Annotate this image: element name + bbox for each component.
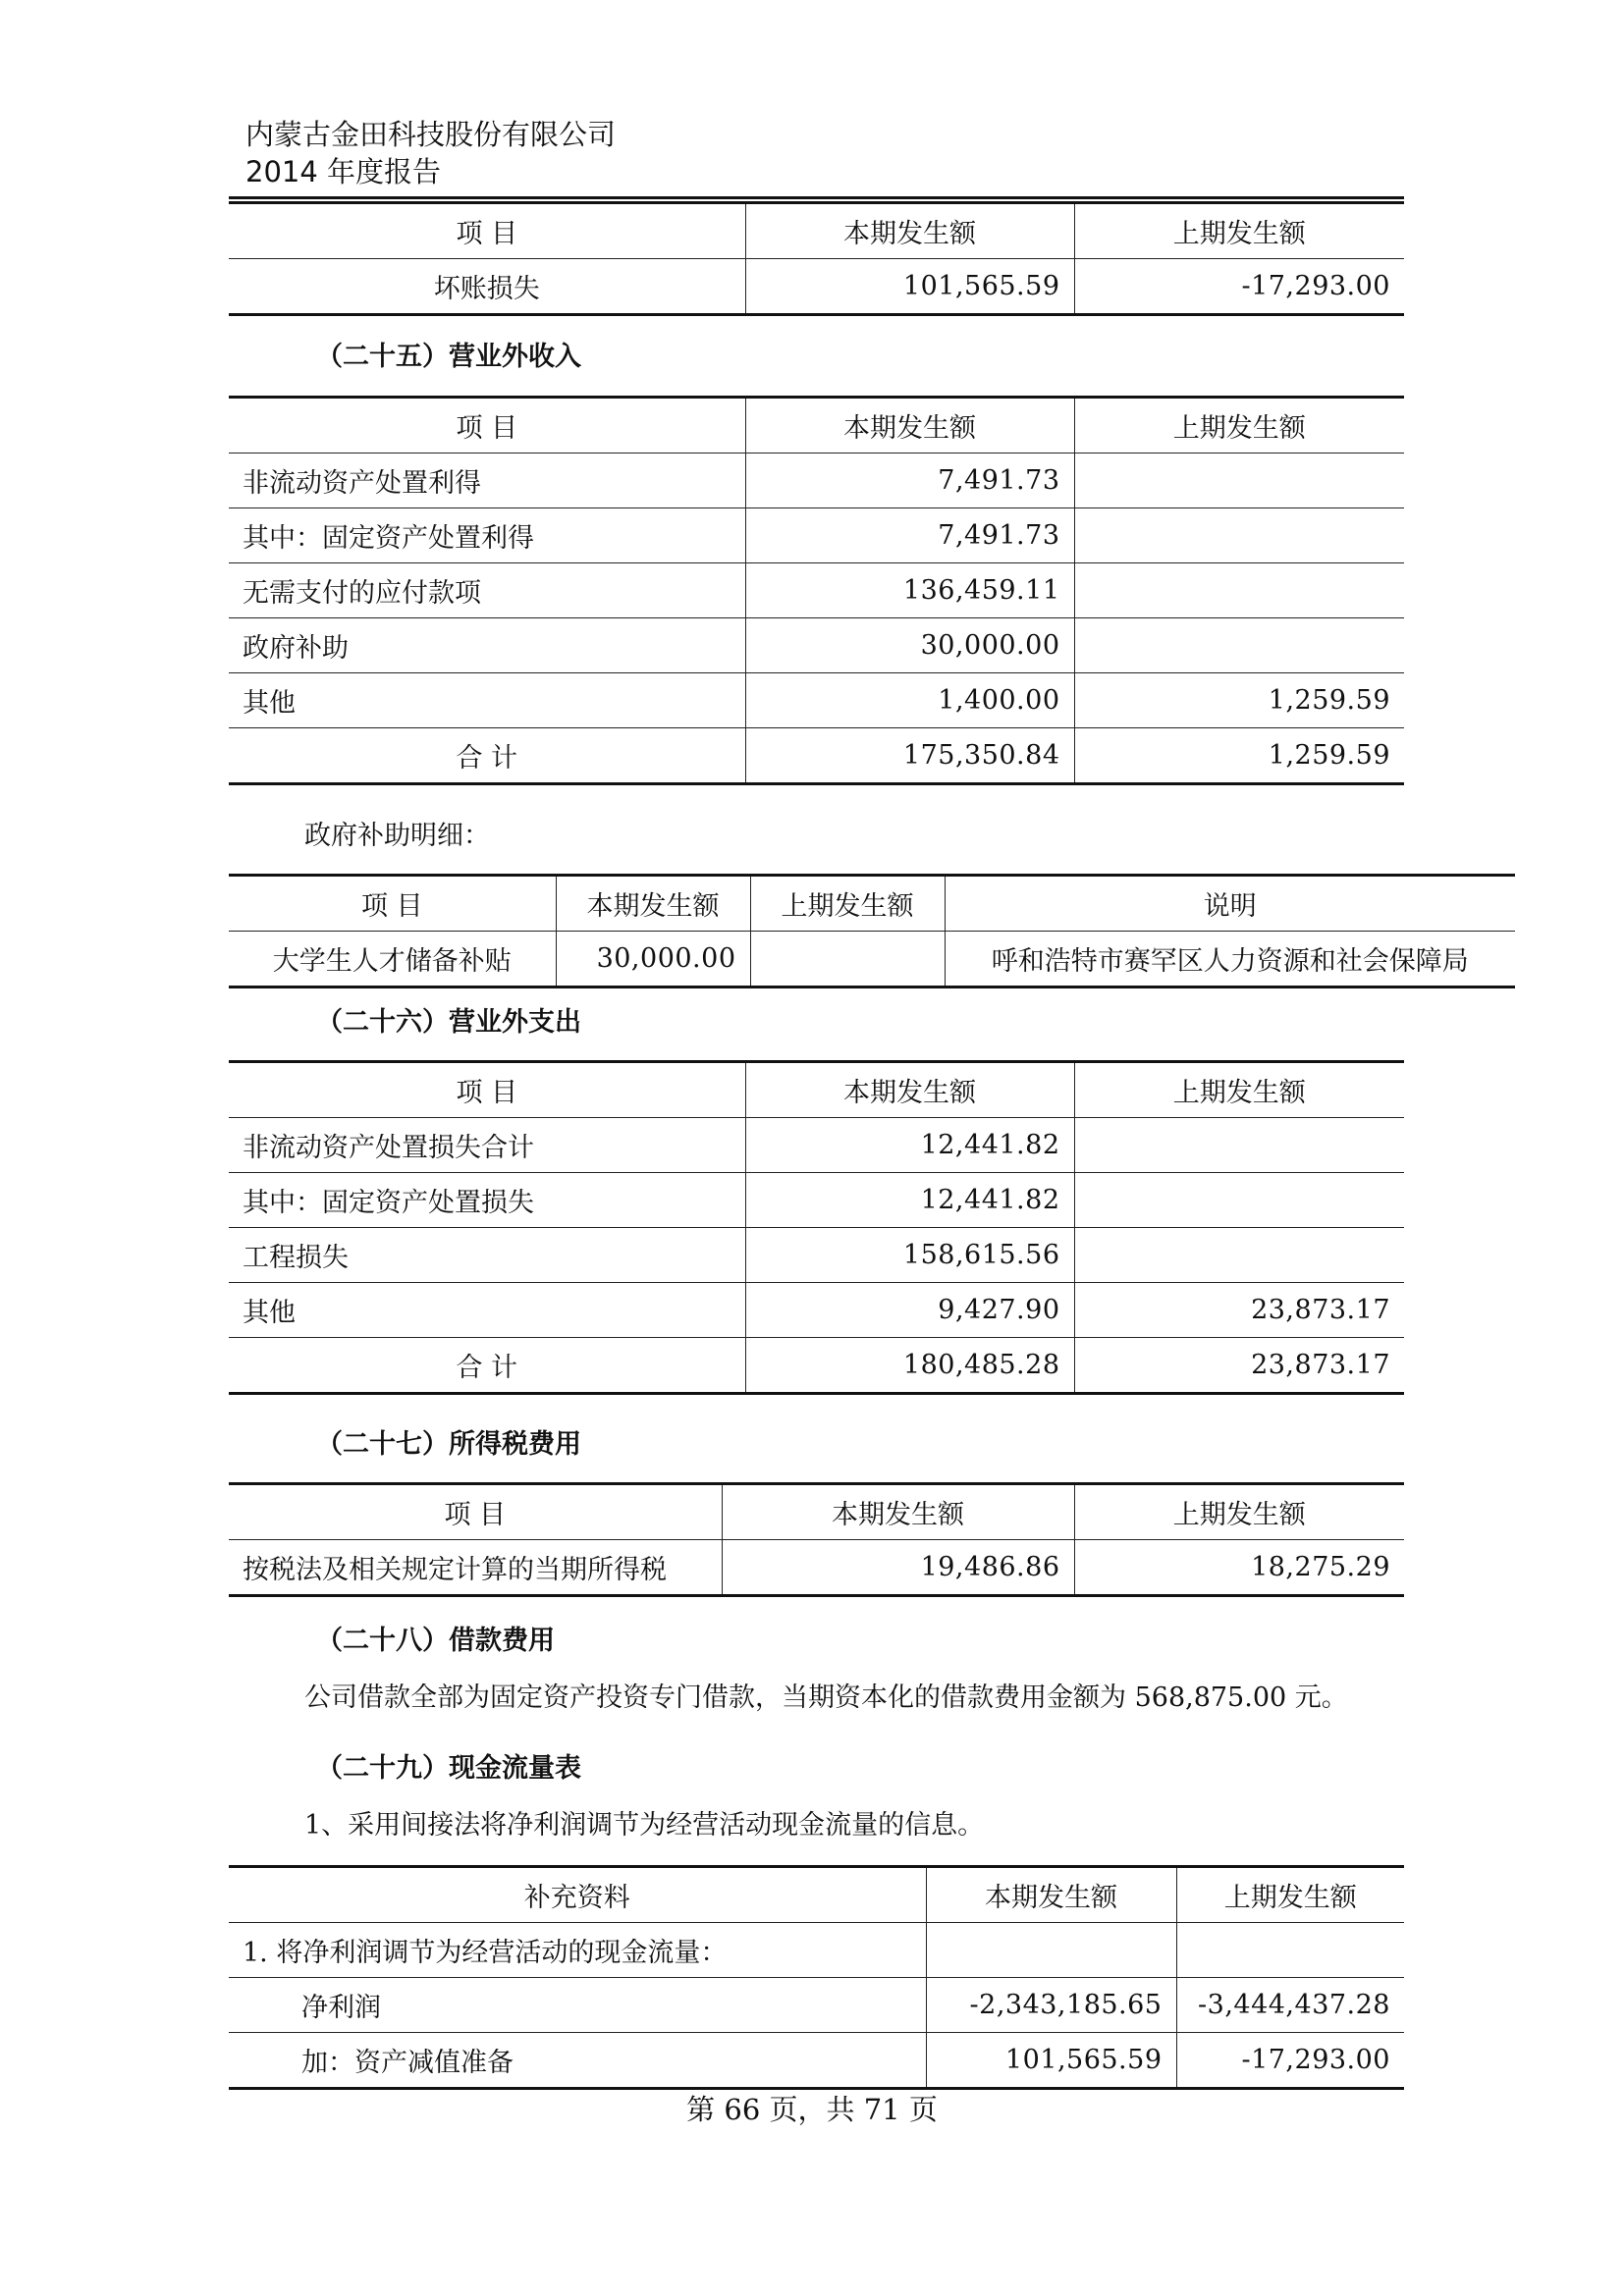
column-header-item: 项 目 (229, 1484, 722, 1540)
row-previous (1074, 1118, 1404, 1173)
table-header-row (229, 398, 1404, 454)
column-header-previous: 上期发生额 (1074, 398, 1404, 454)
government-subsidy-table (229, 874, 1515, 988)
row-current: 101,565.59 (745, 259, 1074, 315)
row-item: 按税法及相关规定计算的当期所得税 (229, 1540, 722, 1596)
row-item: 其他 (229, 1283, 745, 1338)
column-header-item: 项 目 (229, 203, 745, 259)
row-item: 大学生人才储备补贴 (229, 932, 556, 988)
table-header-row (229, 203, 1404, 259)
table-row (229, 932, 1515, 988)
row-item: 坏账损失 (229, 259, 745, 315)
column-header-current: 本期发生额 (556, 876, 750, 932)
borrowing-cost-text: 公司借款全部为固定资产投资专门借款，当期资本化的借款费用金额为 568,875.00 元。 (304, 1682, 1348, 1713)
row-previous: -17,293.00 (1176, 2033, 1404, 2089)
row-previous: -17,293.00 (1074, 259, 1404, 315)
row-current: 12,441.82 (745, 1118, 1074, 1173)
table-header-row (229, 876, 1515, 932)
section-28-title: （二十八）借款费用 (316, 1626, 555, 1656)
row-item: 净利润 (229, 1978, 926, 2033)
row-previous: 23,873.17 (1074, 1283, 1404, 1338)
column-header-current: 本期发生额 (722, 1484, 1074, 1540)
table-total-row (229, 728, 1404, 784)
row-current: 175,350.84 (745, 728, 1074, 784)
table-row (229, 1283, 1404, 1338)
income-tax-table (229, 1482, 1404, 1597)
row-current: 7,491.73 (745, 508, 1074, 563)
row-current: 19,486.86 (722, 1540, 1074, 1596)
column-header-current: 本期发生额 (745, 203, 1074, 259)
table-row (229, 673, 1404, 728)
column-header-current: 本期发生额 (745, 398, 1074, 454)
row-current: 30,000.00 (556, 932, 750, 988)
row-previous: 1,259.59 (1074, 728, 1404, 784)
table-total-row (229, 1338, 1404, 1394)
row-current: 101,565.59 (926, 2033, 1176, 2089)
column-header-note: 说明 (945, 876, 1515, 932)
column-header-previous: 上期发生额 (1074, 203, 1404, 259)
row-item: 其中：固定资产处置利得 (229, 508, 745, 563)
column-header-current: 本期发生额 (926, 1867, 1176, 1923)
non-operating-income-table (229, 396, 1404, 785)
row-item: 非流动资产处置利得 (229, 454, 745, 508)
row-note: 呼和浩特市赛罕区人力资源和社会保障局 (945, 932, 1515, 988)
row-current (926, 1923, 1176, 1978)
column-header-item: 项 目 (229, 876, 556, 932)
row-current: 12,441.82 (745, 1173, 1074, 1228)
row-item: 非流动资产处置损失合计 (229, 1118, 745, 1173)
table-row (229, 1540, 1404, 1596)
row-current: 136,459.11 (745, 563, 1074, 618)
row-previous (1074, 1228, 1404, 1283)
column-header-item: 项 目 (229, 398, 745, 454)
row-previous: -3,444,437.28 (1176, 1978, 1404, 2033)
section-27-title: （二十七）所得税费用 (316, 1429, 581, 1460)
section-26-title: （二十六）营业外支出 (316, 1007, 581, 1038)
section-25-title: （二十五）营业外收入 (316, 342, 581, 372)
table-row (229, 618, 1404, 673)
row-current: 1,400.00 (745, 673, 1074, 728)
row-item: 政府补助 (229, 618, 745, 673)
row-item: 无需支付的应付款项 (229, 563, 745, 618)
row-current: 30,000.00 (745, 618, 1074, 673)
table-row (229, 508, 1404, 563)
row-previous (1074, 563, 1404, 618)
row-item: 加：资产减值准备 (229, 2033, 926, 2089)
column-header-item: 项 目 (229, 1062, 745, 1118)
table-row (229, 259, 1404, 315)
column-header-current: 本期发生额 (745, 1062, 1074, 1118)
column-header-previous: 上期发生额 (1176, 1867, 1404, 1923)
row-previous (1074, 454, 1404, 508)
table-row (229, 1118, 1404, 1173)
row-previous (1074, 618, 1404, 673)
cash-flow-supplement-table (229, 1865, 1404, 2090)
section-29-title: （二十九）现金流量表 (316, 1753, 581, 1784)
table-row (229, 1978, 1404, 2033)
column-header-previous: 上期发生额 (1074, 1484, 1404, 1540)
row-item: 其他 (229, 673, 745, 728)
row-previous (1074, 1173, 1404, 1228)
table-header-row (229, 1867, 1404, 1923)
row-item: 合 计 (229, 1338, 745, 1394)
row-previous: 1,259.59 (1074, 673, 1404, 728)
row-item: 合 计 (229, 728, 745, 784)
report-title: 2014 年度报告 (245, 155, 442, 188)
row-item: 其中：固定资产处置损失 (229, 1173, 745, 1228)
table-row (229, 1173, 1404, 1228)
row-previous (750, 932, 945, 988)
row-previous: 18,275.29 (1074, 1540, 1404, 1596)
row-item: 工程损失 (229, 1228, 745, 1283)
column-header-previous: 上期发生额 (750, 876, 945, 932)
table-header-row (229, 1062, 1404, 1118)
row-current: 7,491.73 (745, 454, 1074, 508)
subsidy-detail-label: 政府补助明细： (304, 821, 490, 851)
row-current: -2,343,185.65 (926, 1978, 1176, 2033)
row-current: 9,427.90 (745, 1283, 1074, 1338)
cash-flow-intro: 1、采用间接法将净利润调节为经营活动现金流量的信息。 (304, 1810, 985, 1841)
table-row (229, 2033, 1404, 2089)
row-current: 158,615.56 (745, 1228, 1074, 1283)
table-row (229, 1228, 1404, 1283)
row-item: 1. 将净利润调节为经营活动的现金流量： (229, 1923, 926, 1978)
column-header-previous: 上期发生额 (1074, 1062, 1404, 1118)
row-previous (1074, 508, 1404, 563)
table-header-row (229, 1484, 1404, 1540)
header-divider (229, 196, 1404, 199)
row-current: 180,485.28 (745, 1338, 1074, 1394)
row-previous: 23,873.17 (1074, 1338, 1404, 1394)
row-previous (1176, 1923, 1404, 1978)
table-row (229, 563, 1404, 618)
non-operating-expense-table (229, 1060, 1404, 1395)
page-number: 第 66 页，共 71 页 (686, 2093, 938, 2126)
column-header-item: 补充资料 (229, 1867, 926, 1923)
table-row (229, 1923, 1404, 1978)
company-name: 内蒙古金田科技股份有限公司 (245, 118, 617, 151)
table-row (229, 454, 1404, 508)
bad-debt-table (229, 201, 1404, 316)
